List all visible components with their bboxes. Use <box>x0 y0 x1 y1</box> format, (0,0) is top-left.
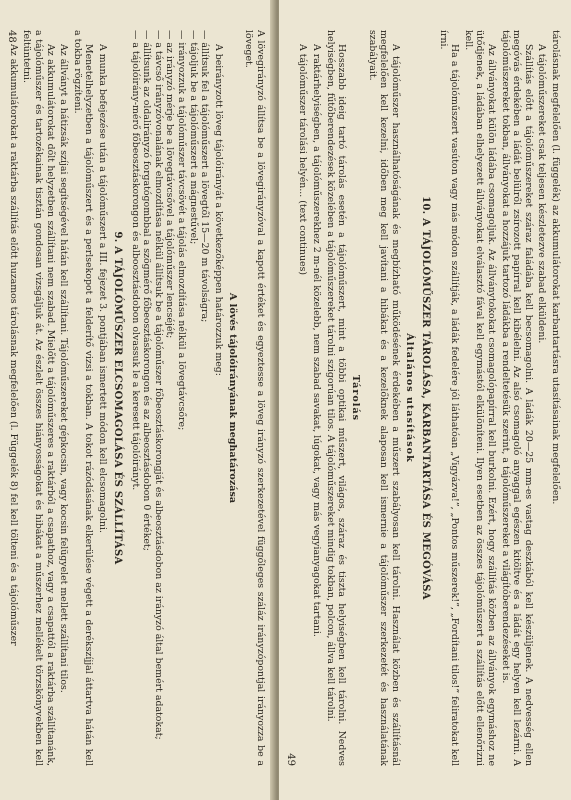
section-title: A lövés tájolóirányának meghatározása <box>226 292 238 504</box>
list-item: — tájoljuk be a tájolóműszert a mágnestűvel; <box>187 30 199 245</box>
intro-paragraph: A lövegirányzó állítsa be a lövegirányzóval a kapott értéket és egyeztesse a löveg irányzó szerkezetével függőleges száláz irányzópontjal irányozza be a löveget. <box>243 30 266 766</box>
body-paragraph: tárolásnak megfelelően (l. függelék) az akkumulátorokat karbantartásra utasításainak megfelelően. <box>550 30 561 505</box>
list-item: — a távcső irányzóvonalának elmozdítása nélkül állítsuk be a tájolóműszer főbeosztáskorongját és albeosztásdobon az irányzó által bemért adatokat; <box>152 30 164 740</box>
chapter-title: 9. A TÁJOLÓMŰSZER ELCSOMAGOLÁSA ÉS SZÁLLÍTÁSA <box>112 231 124 565</box>
left-page <box>0 0 276 800</box>
list-item: — állítsuk fel a tájolóműszert a lövegtől 15—20 m távolságra; <box>199 30 211 323</box>
chapter-title: 10. A TÁJOLÓMŰSZER TÁROLÁSA, KARBANTARTÁSA ÉS MEGÓVÁSA <box>420 196 432 600</box>
body-paragraph: Ha a tájolóműszert vasúton vagy más módon szállítják, a ládák fedelére jól láthatóan „Vigyázva!”, „Pontos műszerek!”, „Fordítani tilos!” feliratokat kell írni. <box>437 30 461 766</box>
body-paragraph: A raktárhelyiségben, a tájolóműszerekhez 2 m-nél közelebb, nem szabad savakat, lúgokat, vagy más vegyianyagokat tartani. <box>311 44 323 637</box>
subsection-title: Általános utasítások <box>404 333 416 463</box>
list-item: — irányozzuk a tájolóműszer távcsövét a tájolás elmozdítása nélkül a lövegtávcsőre; <box>176 30 188 431</box>
procedure-list <box>129 30 210 766</box>
body-paragraph: Szállítás előtt a tájolóműszereket száraz faládába kell becsomagolni. A ládák 20—25 mm-es vastag deszkából kell készüljenek. A nedvesség ellen megóvás érdekében a ládát belülről zsírozott papírral kell kibélelni. Az alsó csomagoló anyaggal egészen kitöltve és a ládát egy helyen kell lezárni. A tájolóműszereket tokban, állványokat a hozzájuk tartozó ládákba a rendeltetésük szerint, a tájolóműszereket a világítóberendezéseket is. <box>499 30 534 766</box>
body-paragraph: Az állványt a hátizsák szíjai segítségével hátán kell szállítani. Tájolóműszereket gépkocsin, vagy kocsin felügyelet mellett szállítani tilos. <box>58 44 70 693</box>
body-paragraph: Az akkumulátorokat a raktárba szállítás előtt huzamos tárolásnak megfelelően (l. Függelék 8) fel kell tölteni és a tájolóműszer <box>7 44 19 646</box>
body-paragraph: A tájolóműszer használhatóságának és megbízható működésének érdekében a műszert szabályosan kell tárolni. Használat közben és szállításnál megfelelően kell kezelni, időben meg kell javítani a hibákat és a kezelőknek alaposan kell ismernie a tájolóműszer szerkezetét és használatának szabályait. <box>366 30 402 766</box>
list-item: — a tájolóirány-mérő főbeosztáskorongon és alboosztásdobon olvassuk le a keresett tájolóirányt. <box>129 30 141 491</box>
body-paragraph: A tájolóműszereket csak teljesen készletezve szabad elküldeni. <box>536 44 548 344</box>
page-number: 48 <box>6 30 17 43</box>
subsection-title: Tárolás <box>350 374 362 422</box>
body-paragraph: Az akkumulátorokat dőlt helyzetben szállítani nem szabad. Mielőtt a tájolóműszeres a raktárból a csapathoz, vagy a csapattól a raktárba szállítanánk, a tájolóműszer és tartozékainak tisztán gondosan vizsgáljuk át. Az észlelt összes hiányosságokat és hibákat a műszerhez mellékelt törzskönyvekben kell feltüntetni. <box>21 30 56 766</box>
right-page <box>279 0 571 800</box>
body-paragraph: Hosszabb ideig tartó tárolás esetén a tájolóműszert, mint a többi optikai műszert, világos, száraz és tiszta helyiségben kell tárolni. Nedves helyiségben, fűtőberendezések közelében a tájolóműszereket tárolni szigorúan tilos. A tájolóműszereket mindig tokban, polcon, állva kell tárolni. <box>324 30 348 766</box>
body-paragraph: Az állványokat külön ládába csomagoljuk. Az állványtokokat csomagolópapírral kell burkolni. Ezért, hogy szállítás közben az állványok egymáshoz ne ütődjenek, a ládában elhelyezett állványokat elválasztó fával kell egymástól elkülöníteni. Ilyen esetben az összes tájolóműszert a szállítás előtt ellenőrizni kell. <box>462 30 498 766</box>
body-paragraph: A tájolóműszer tárolási helyén... (text continues) <box>297 44 309 276</box>
list-item: — az irányzó mérje be a lövegtávcsővel a tájolóműszer lencséjét; <box>164 30 176 339</box>
page-number: 49 <box>285 753 296 766</box>
list-item: — állítsunk az oldalirányzó forgatógombbal a szögmérő főbeosztáskorongon és az albeosztásdobon 0 értéket; <box>141 30 153 551</box>
body-paragraph: A munka befejezése után a tájolóműszert a III. fejezet 3. pontjában ismertett módon kell elcsomagolni. <box>97 44 109 533</box>
body-paragraph: Menetelhelyzetben a tájolóműszert és a perlsekopot a felderítő vizsi a tokban. A tokot rázódásának elkerülése végett a derékszíjjal áttartva hátán kell a tokba rögzíteni. <box>71 30 95 766</box>
section-intro: A beirányzott löveg tájolóirányát a következőképpen határozzuk meg: <box>212 44 224 376</box>
